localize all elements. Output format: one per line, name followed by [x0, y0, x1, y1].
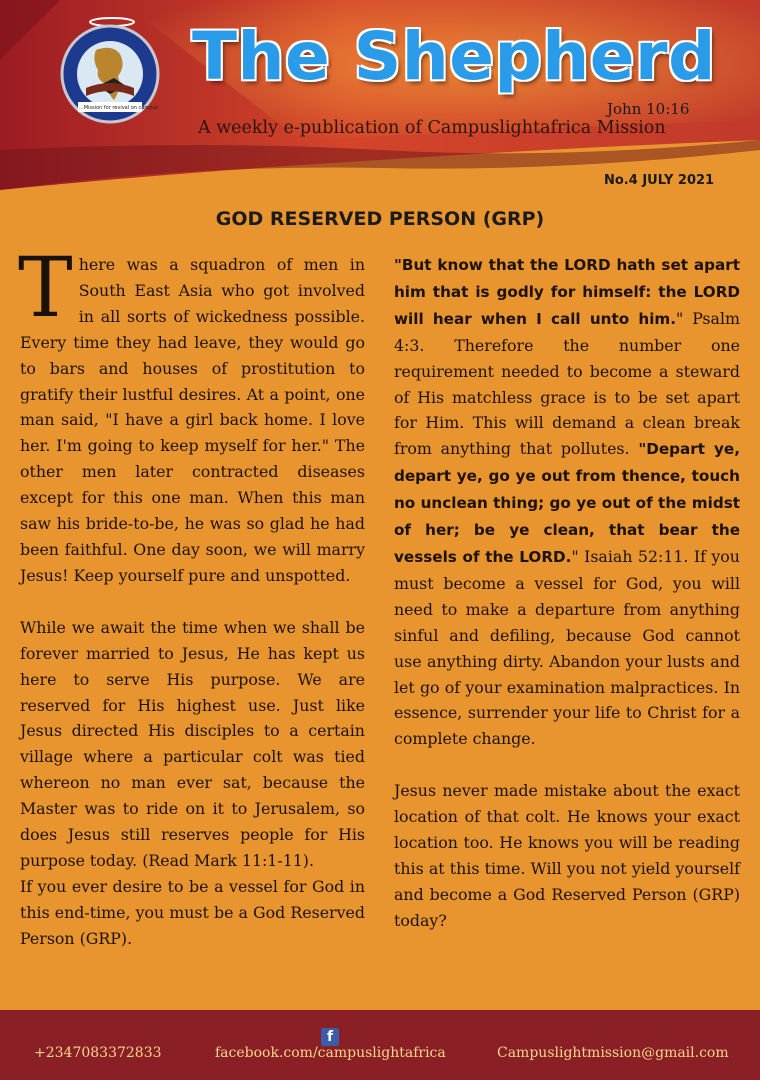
publication-title: The Shepherd	[192, 18, 716, 95]
footer	[0, 1010, 760, 1080]
logo-emblem-icon	[56, 14, 164, 142]
issue-number: No.4 JULY 2021	[604, 173, 715, 188]
facebook-icon: f	[321, 1028, 339, 1046]
article-right-column	[394, 252, 740, 934]
article-paragraph: There was a squadron of men in South East Asia who got involved in all sorts of wickedness possible. Every time they had leave, they would go to bars and houses of prostitution to gratify their lustful desires. At a point, one man said, "I have a girl back home. I love her. I'm going to keep myself for her." The other men later contracted diseases except for this one man. When this man saw his bride-to-be, he was so glad he had been faithful. One day soon, we will marry Jesus! Keep yourself pure and unspotted.	[18, 241, 365, 585]
svg-text:...Mission for revival on camp: ...Mission for revival on campus	[79, 105, 159, 111]
phone-number: +2347083372833	[34, 1045, 162, 1061]
scripture-quote: "Depart ye, depart ye, go ye out from thence, touch no unclean thing; go ye out of the midst of her; be ye clean, that bear the vessels of the LORD.	[394, 440, 740, 566]
publication-subtitle: A weekly e-publication of Campuslightafrica Mission	[198, 118, 666, 138]
masthead	[0, 0, 760, 190]
article-left-column	[18, 241, 365, 952]
mission-logo	[56, 14, 164, 142]
scripture-reference: John 10:16	[607, 100, 690, 118]
article-paragraph: Jesus never made mistake about the exact location of that colt. He knows your exact location too. He knows you will be reading this at this time. Will you not yield yourself and become a God Reserved Person (GRP) today?	[394, 781, 740, 930]
article-paragraph: "But know that the LORD hath set apart him that is godly for himself: the LORD will hear when I call unto him." Psalm 4:3. Therefore the number one requirement needed to become a steward of His matchless grace is to be set apart for Him. This will demand a clean break from anything that pollutes. "Depart ye, depart ye, go ye out from thence, touch no unclean thing; go ye out of the midst of her; be ye clean, that bear the vessels of the LORD." Isaiah 52:11. If you must become a vessel for God, you will need to make a departure from anything sinful and defiling, because God cannot use anything dirty. Abandon your lusts and let go of your examination malpractices. In essence, surrender your life to Christ for a complete change.	[394, 256, 740, 749]
drop-cap: T	[18, 241, 73, 336]
article-headline: GOD RESERVED PERSON (GRP)	[215, 208, 545, 230]
article-paragraph: While we await the time when we shall be forever married to Jesus, He has kept us here to serve His purpose. We are reserved for His highest use. Just like Jesus directed His disciples to a certain village where a particular colt was tied whereon no man ever sat, because the Master was to ride on it to Jerusalem, so does Jesus still reserves people for His purpose today. (Read Mark 11:1-11).	[20, 617, 365, 870]
article-paragraph: If you ever desire to be a vessel for God in this end-time, you must be a God Reserved Person (GRP).	[20, 876, 365, 948]
scripture-quote: "But know that the LORD hath set apart him that is godly for himself: the LORD will hear when I call unto him.	[394, 256, 740, 328]
email-link[interactable]: Campuslightmission@gmail.com	[497, 1045, 729, 1061]
facebook-link[interactable]: facebook.com/campuslightafrica	[215, 1045, 446, 1061]
